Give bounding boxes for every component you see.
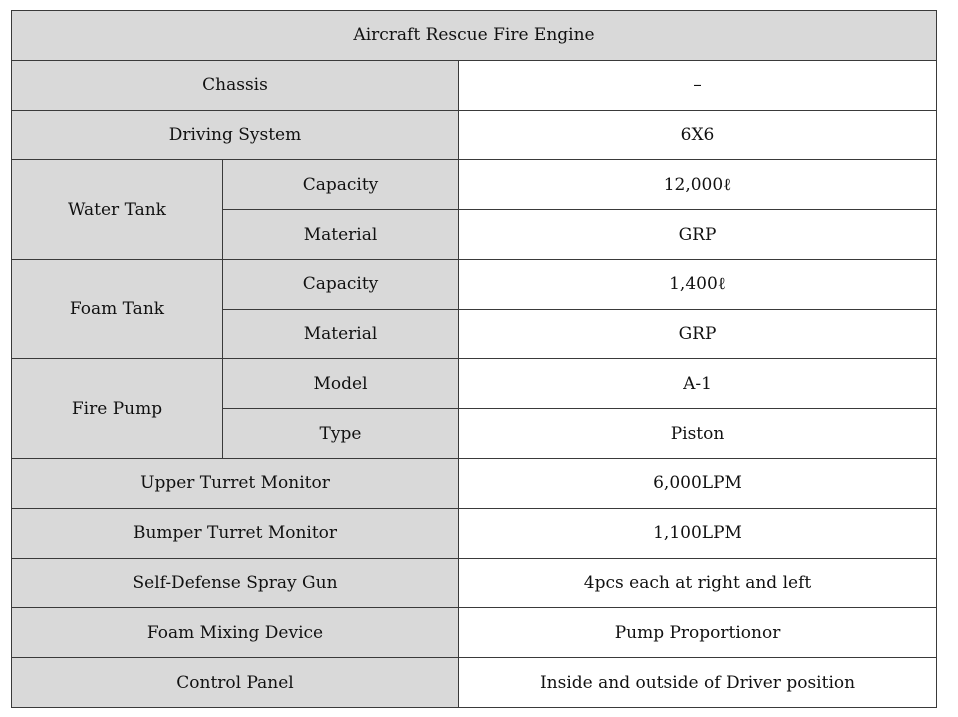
- table-row: [12, 608, 937, 658]
- table-row: [12, 508, 937, 558]
- bumper-turret-monitor-value: 1,100LPM: [459, 508, 937, 558]
- title-row: [12, 11, 937, 61]
- bumper-turret-monitor-label: Bumper Turret Monitor: [12, 508, 459, 558]
- fire-pump-type-label: Type: [223, 409, 459, 459]
- control-panel-value: Inside and outside of Driver position: [459, 658, 937, 708]
- chassis-label: Chassis: [12, 60, 459, 110]
- fire-pump-label: Fire Pump: [12, 359, 223, 459]
- chassis-value: –: [459, 60, 937, 110]
- table-row: [12, 558, 937, 608]
- table-title: Aircraft Rescue Fire Engine: [12, 11, 937, 61]
- foam-tank-material-value: GRP: [459, 309, 937, 359]
- foam-tank-capacity-value: 1,400ℓ: [459, 259, 937, 309]
- driving-system-label: Driving System: [12, 110, 459, 160]
- water-tank-capacity-label: Capacity: [223, 160, 459, 210]
- foam-mixing-device-value: Pump Proportionor: [459, 608, 937, 658]
- table-row: [12, 259, 937, 309]
- upper-turret-monitor-value: 6,000LPM: [459, 459, 937, 509]
- table-row: [12, 359, 937, 409]
- table-row: [12, 110, 937, 160]
- table-row: [12, 160, 937, 210]
- water-tank-material-value: GRP: [459, 210, 937, 260]
- fire-pump-type-value: Piston: [459, 409, 937, 459]
- foam-tank-material-label: Material: [223, 309, 459, 359]
- control-panel-label: Control Panel: [12, 658, 459, 708]
- water-tank-material-label: Material: [223, 210, 459, 260]
- water-tank-capacity-value: 12,000ℓ: [459, 160, 937, 210]
- self-defense-spray-gun-label: Self-Defense Spray Gun: [12, 558, 459, 608]
- fire-pump-model-value: A-1: [459, 359, 937, 409]
- water-tank-label: Water Tank: [12, 160, 223, 260]
- driving-system-value: 6X6: [459, 110, 937, 160]
- table-row: [12, 60, 937, 110]
- foam-tank-label: Foam Tank: [12, 259, 223, 359]
- upper-turret-monitor-label: Upper Turret Monitor: [12, 459, 459, 509]
- fire-pump-model-label: Model: [223, 359, 459, 409]
- self-defense-spray-gun-value: 4pcs each at right and left: [459, 558, 937, 608]
- table-row: [12, 658, 937, 708]
- foam-tank-capacity-label: Capacity: [223, 259, 459, 309]
- spec-table: [11, 10, 937, 708]
- foam-mixing-device-label: Foam Mixing Device: [12, 608, 459, 658]
- table-row: [12, 459, 937, 509]
